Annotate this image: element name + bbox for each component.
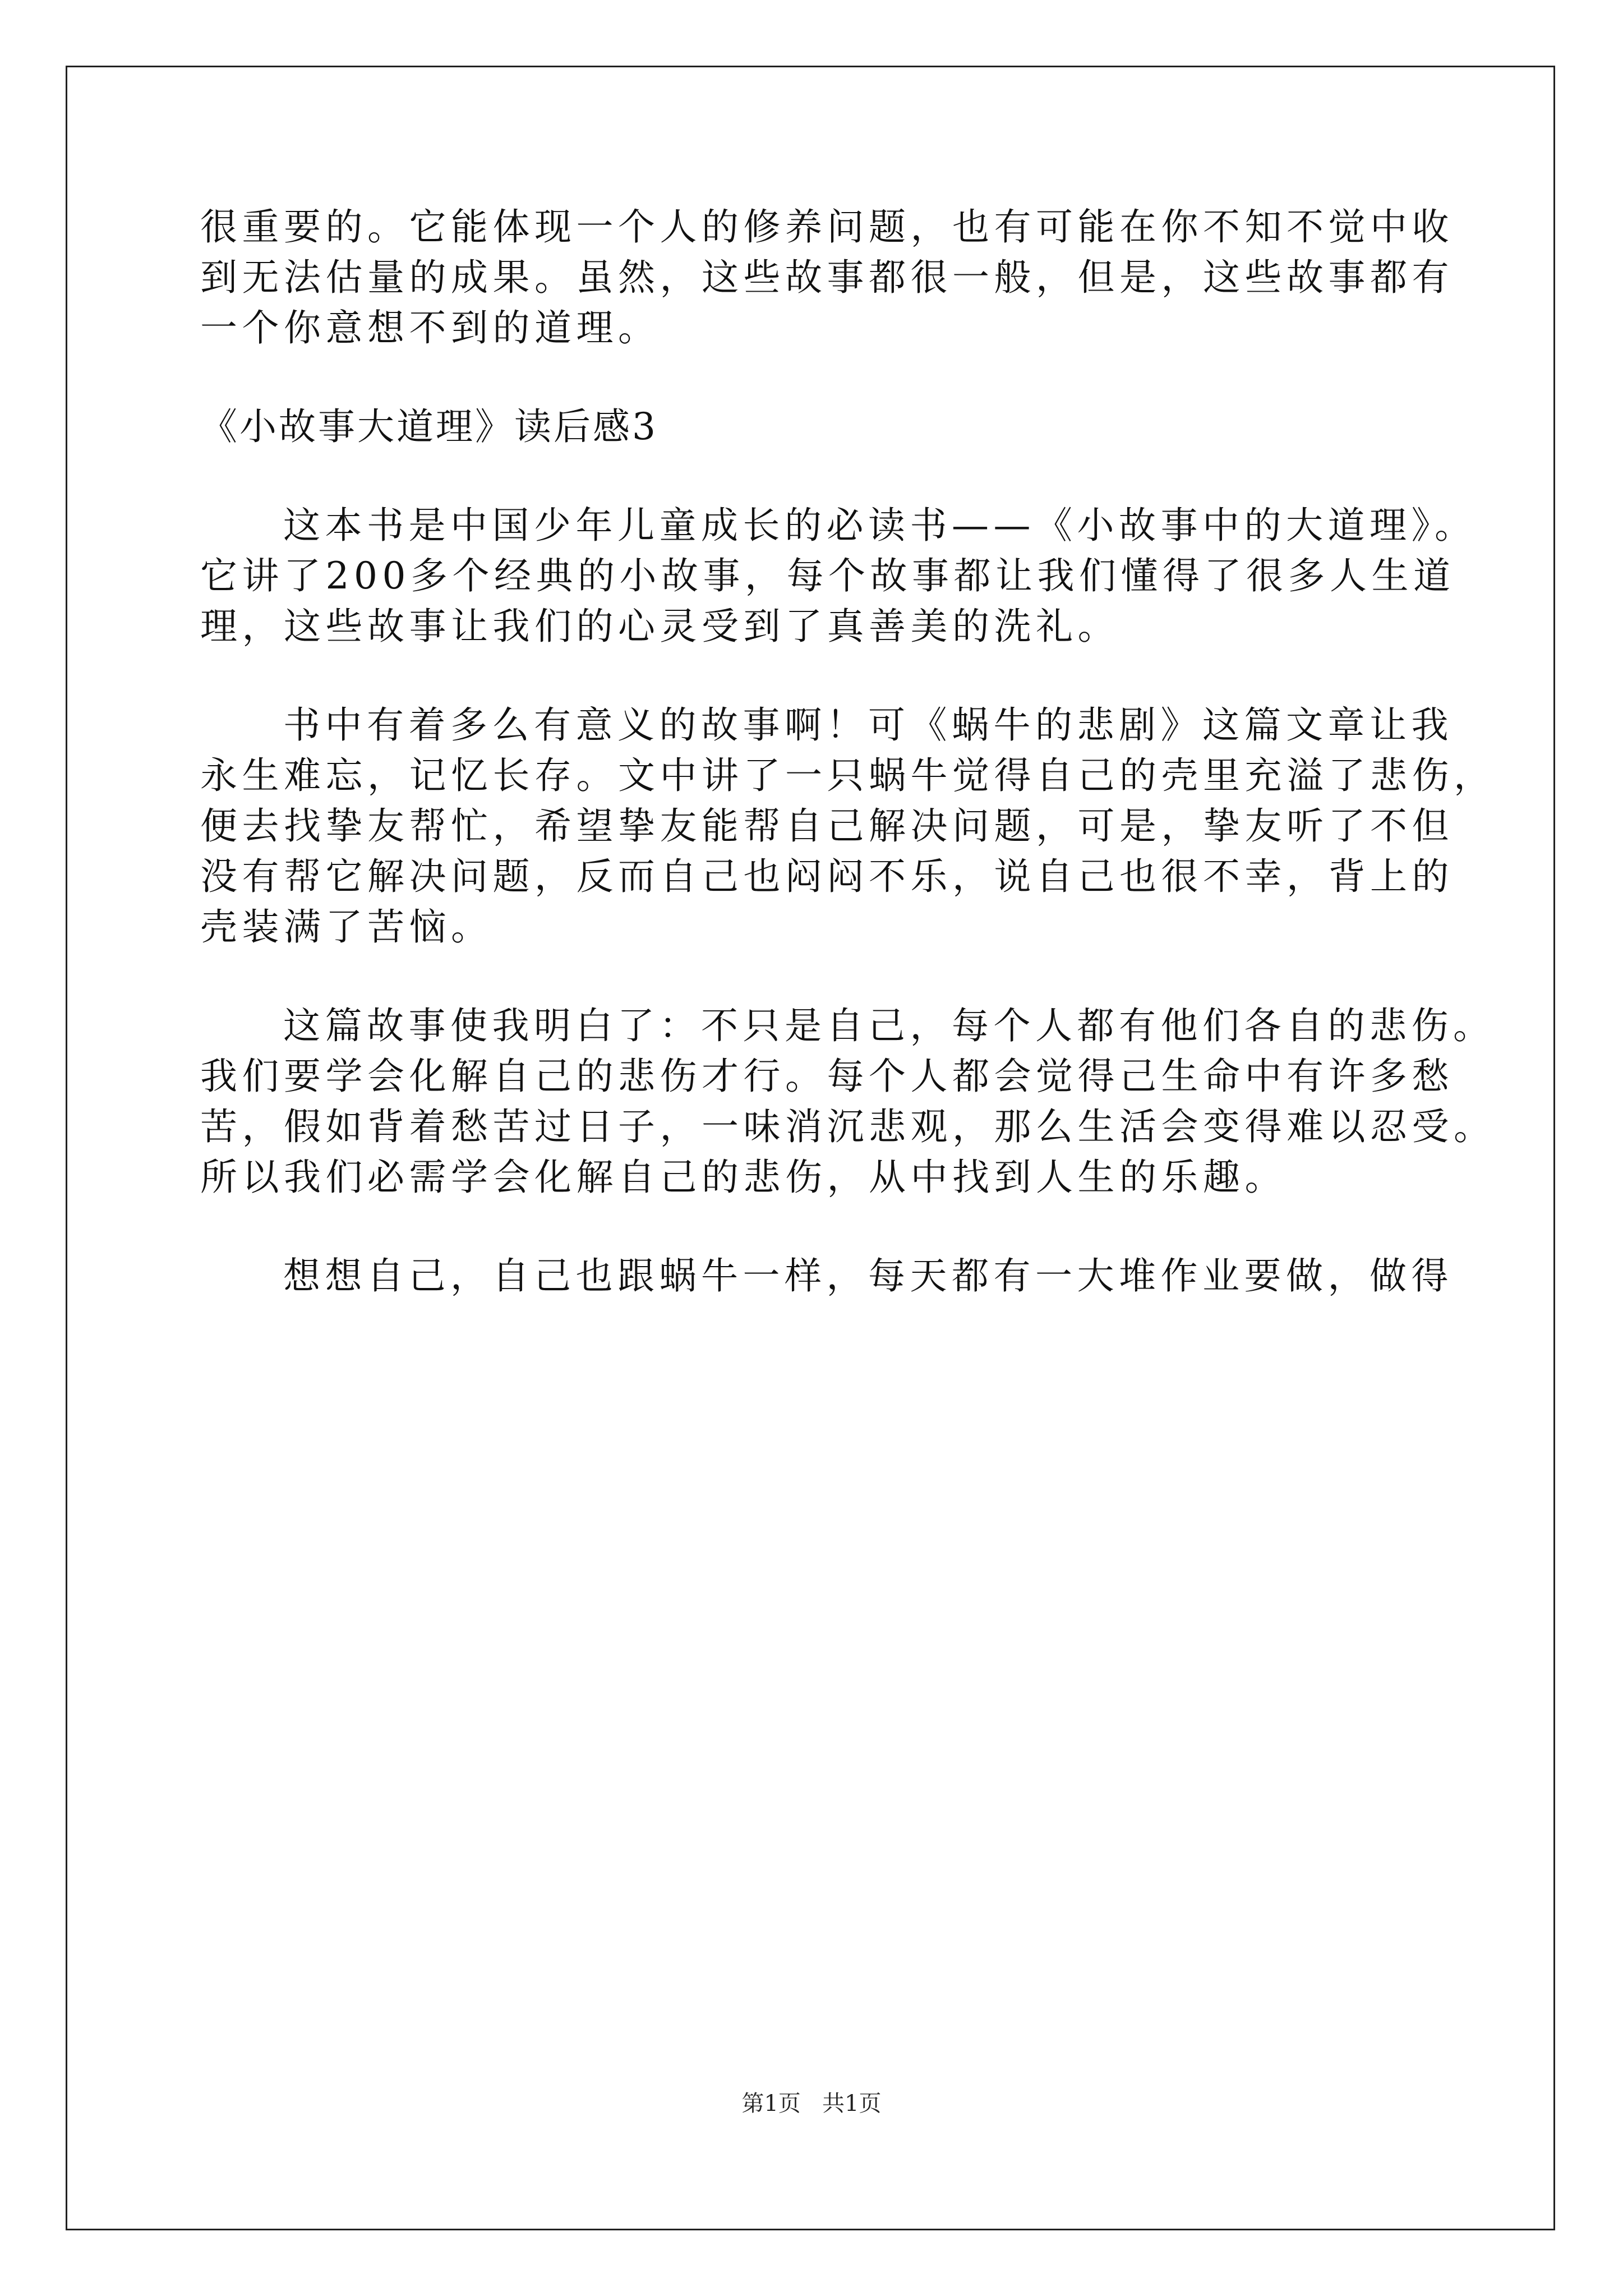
text-line: 一个你意想不到的道理。 bbox=[200, 306, 660, 349]
text-line: 到无法估量的成果。虽然，这些故事都很一般，但是，这些故事都有 bbox=[200, 256, 1454, 299]
document-body bbox=[200, 202, 1496, 1301]
heading-text: 《小故事大道理》读后感3 bbox=[200, 405, 658, 448]
text-line: 我们要学会化解自己的悲伤才行。每个人都会觉得己生命中有许多愁 bbox=[200, 1055, 1454, 1098]
text-line: 没有帮它解决问题，反而自己也闷闷不乐，说自己也很不幸，背上的 bbox=[200, 855, 1454, 898]
text-line: 很重要的。它能体现一个人的修养问题，也有可能在你不知不觉中收 bbox=[200, 205, 1454, 249]
paragraph bbox=[200, 1001, 1496, 1203]
paragraph bbox=[200, 202, 1454, 353]
text-line: 它讲了200多个经典的小故事，每个故事都让我们懂得了很多人生道 bbox=[200, 554, 1455, 597]
text-line: 理，这些故事让我们的心灵受到了真善美的洗礼。 bbox=[200, 605, 1119, 648]
paragraph bbox=[200, 700, 1496, 953]
paragraph bbox=[200, 500, 1477, 652]
text-line: 壳装满了苦恼。 bbox=[200, 905, 493, 949]
text-line: 苦，假如背着愁苦过日子，一味消沉悲观，那么生活会变得难以忍受。 bbox=[200, 1105, 1496, 1148]
text-line: 书中有着多么有意义的故事啊！可《蜗牛的悲剧》这篇文章让我 bbox=[283, 703, 1453, 747]
paragraph bbox=[200, 1251, 1453, 1301]
page-footer: 第1页 共1页 bbox=[741, 2091, 882, 2116]
text-line: 想想自己，自己也跟蜗牛一样，每天都有一大堆作业要做，做得 bbox=[283, 1254, 1453, 1297]
text-line: 这篇故事使我明白了：不只是自己，每个人都有他们各自的悲伤。 bbox=[283, 1004, 1495, 1047]
section-heading bbox=[200, 402, 1440, 452]
text-line: 这本书是中国少年儿童成长的必读书——《小故事中的大道理》。 bbox=[283, 504, 1477, 547]
text-line: 永生难忘，记忆长存。文中讲了一只蜗牛觉得自己的壳里充溢了悲伤， bbox=[200, 754, 1496, 797]
text-line: 便去找挚友帮忙，希望挚友能帮自己解决问题，可是，挚友听了不但 bbox=[200, 804, 1454, 848]
text-line: 所以我们必需学会化解自己的悲伤，从中找到人生的乐趣。 bbox=[200, 1156, 1287, 1199]
